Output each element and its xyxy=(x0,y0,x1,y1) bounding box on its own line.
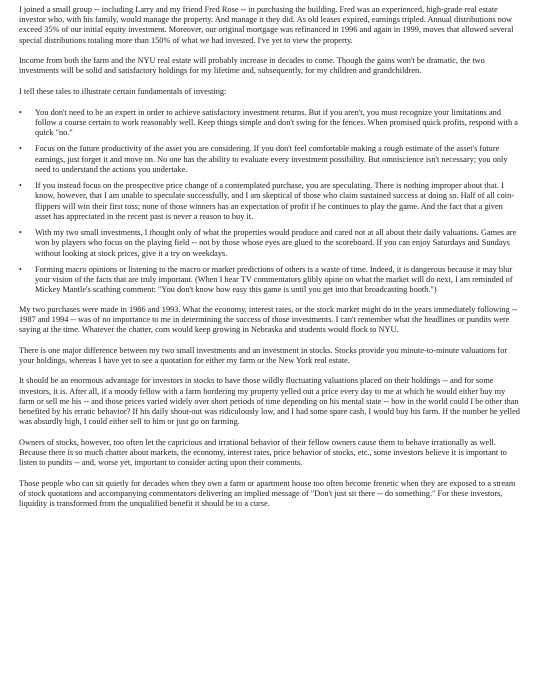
bullet-marker: • xyxy=(19,144,22,154)
list-item-text: Focus on the future productivity of the asset you are considering. If you don't feel comfortable making a rough estimate of the asset's future earnings, just forget it and move on. No one has the ability to evaluate every investment possibility. But omniscience isn't necessary; you only need to understand the actions you undertake. xyxy=(35,144,508,174)
list-item xyxy=(19,228,521,259)
paragraph: There is one major difference between my two small investments and an investment in stocks. Stocks provide you minute-to-minute valuations for your holdings, whereas I have yet to see a quotation for either my farm or the New York real estate. xyxy=(19,345,508,365)
paragraph: It should be an enormous advantage for investors in stocks to have those wildly fluctuating valuations placed on their holdings -- and for some investors, it is. After all, if a moody fellow with a farm bordering my property yelled out a price every day to me at which he would either buy my farm or sell me his -- and those prices varied widely over short periods of time depending on his mental state -- how in the world could I be other than benefited by his erratic behavior? If his daily shout-out was ridiculously low, and I had some spare cash, I would buy his farm. If the number he yelled was absurdly high, I could either sell to him or just go on farming. xyxy=(19,376,520,427)
paragraph: Those people who can sit quietly for decades when they own a farm or apartment house too often become frenetic when they are exposed to a stream of stock quotations and accompanying commentators delivering an implied message of "Don't just sit there -- do something." For these investors, liquidity is transformed from the unqualified benefit it should be to a curse. xyxy=(19,478,516,509)
list-item xyxy=(19,181,521,222)
list-item-text: Forming macro opinions or listening to the macro or market predictions of others is a waste of time. Indeed, it is dangerous because it may blur your vision of the facts that are truly important. (When I hear TV commentators glibly opine on what the market will do next, I am reminded of Mickey Mantle's scathing comment: "You don't know how easy this game is until you get into that broadcasting booth.") xyxy=(35,264,513,295)
bullet-marker: • xyxy=(19,107,22,117)
bullet-marker: • xyxy=(19,264,22,274)
paragraph: My two purchases were made in 1986 and 1993. What the economy, interest rates, or the stock market might do in the years immediately following -- 1987 and 1994 -- was of no importance to me in determining the success of those investments. I can't remember what the headlines or pundits were saying at the time. Whatever the chatter, corn would keep growing in Nebraska and students would flock to NYU. xyxy=(19,304,518,334)
list-item xyxy=(19,265,521,296)
list-item-text: With my two small investments, I thought only of what the properties would produce and cared not at all about their daily valuations. Games are won by players who focus on the playing field -- not by those whose eyes are glued to the scoreboard. If you can enjoy Saturdays and Sundays without looking at stock prices, give it a try on weekdays. xyxy=(35,228,517,258)
paragraph: Owners of stocks, however, too often let the capricious and irrational behavior of their fellow owners cause them to behave irrationally as well. Because there is so much chatter about markets, the economy, interest rates, price behavior of stocks, etc., some investors believe it is important to listen to pundits -- and, worse yet, important to consider acting upon their comments. xyxy=(19,437,507,468)
paragraph: I joined a small group -- including Larry and my friend Fred Rose -- in purchasing the building. Fred was an experienced, high-grade real estate investor who, with his family, would manage the property. And manage it they did. As old leases expired, earnings tripled. Annual distributions now exceed 35% of our initial equity investment. Moreover, our original mortgage was refinanced in 1996 and again in 1999, moves that allowed several special distributions totaling more than 150% of what we had invested. I've yet to view the property. xyxy=(19,5,514,45)
list-item xyxy=(19,108,521,139)
list-item-text: If you instead focus on the prospective price change of a contemplated purchase, you are speculating. There is nothing improper about that. I know, however, that I am unable to speculate successfully, and I am skeptical of those who claim sustained success at doing so. Half of all coin-flippers will win their first toss; none of those winners has an expectation of profit if he continues to play the game. And the fact that a given asset has appreciated in the recent past is never a reason to buy it. xyxy=(35,181,515,221)
list-item xyxy=(19,144,521,175)
paragraph: Income from both the farm and the NYU real estate will probably increase in decades to come. Though the gains won't be dramatic, the two investments will be solid and satisfactory holdings for my lifetime and, subsequently, for my children and grandchildren. xyxy=(19,56,485,76)
bullet-marker: • xyxy=(19,181,22,191)
bullet-list xyxy=(19,108,521,296)
list-item-text: You don't need to be an expert in order to achieve satisfactory investment returns. But if you aren't, you must recognize your limitations and follow a course certain to work reasonably well. Keep things simple and don't swing for the fences. When promised quick profits, respond with a quick "no." xyxy=(35,107,518,137)
paragraph: I tell these tales to illustrate certain fundamentals of investing: xyxy=(19,87,227,96)
bullet-marker: • xyxy=(19,228,22,238)
